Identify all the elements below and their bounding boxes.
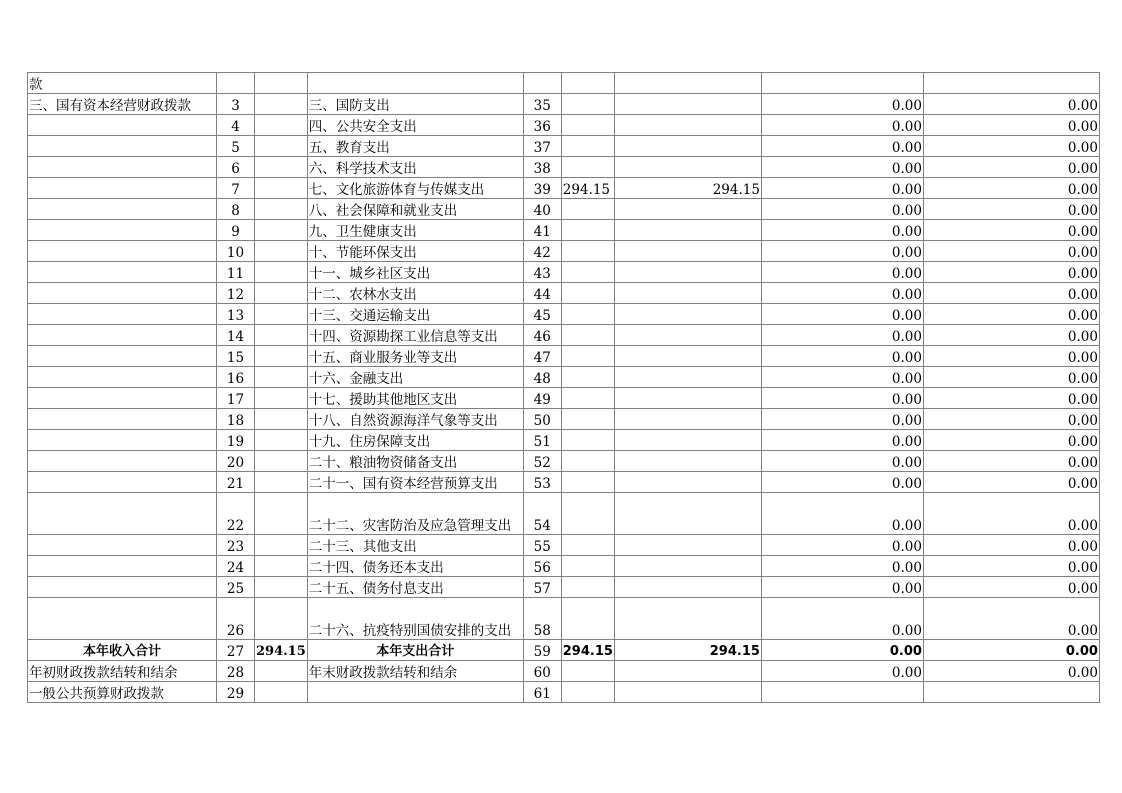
- income-amount-cell: [255, 136, 308, 157]
- income-amount-cell: [255, 283, 308, 304]
- income-amount-cell: [255, 304, 308, 325]
- general-budget-amount-cell: [614, 430, 761, 451]
- state-capital-amount-cell: 0.00: [923, 577, 1099, 598]
- state-capital-amount-cell: 0.00: [923, 661, 1099, 682]
- table-row: [28, 682, 1100, 703]
- expense-line-no-cell: 39: [523, 178, 561, 199]
- income-item-cell: [28, 556, 217, 577]
- table-row: [28, 661, 1100, 682]
- expense-line-no-cell: 49: [523, 388, 561, 409]
- income-item-cell: [28, 577, 217, 598]
- income-item-cell: [28, 451, 217, 472]
- table-row: [28, 451, 1100, 472]
- gov-fund-amount-cell: 0.00: [761, 640, 923, 661]
- state-capital-amount-cell: 0.00: [923, 409, 1099, 430]
- expense-item-cell: 二十三、其他支出: [307, 535, 523, 556]
- expense-total-cell: [561, 682, 614, 703]
- general-budget-amount-cell: [614, 304, 761, 325]
- income-line-no-cell: 24: [217, 556, 255, 577]
- income-item-cell: [28, 241, 217, 262]
- general-budget-amount-cell: [614, 157, 761, 178]
- table-row: [28, 367, 1100, 388]
- income-amount-cell: [255, 577, 308, 598]
- table-row: [28, 157, 1100, 178]
- expense-line-no-cell: 51: [523, 430, 561, 451]
- expense-item-cell: 十三、交通运输支出: [307, 304, 523, 325]
- income-item-cell: [28, 283, 217, 304]
- state-capital-amount-cell: 0.00: [923, 304, 1099, 325]
- income-item-cell: [28, 199, 217, 220]
- expense-item-cell: 二十、粮油物资储备支出: [307, 451, 523, 472]
- expense-line-no-cell: 53: [523, 472, 561, 493]
- income-amount-cell: [255, 94, 308, 115]
- state-capital-amount-cell: 0.00: [923, 472, 1099, 493]
- income-line-no-cell: 22: [217, 493, 255, 535]
- gov-fund-amount-cell: 0.00: [761, 556, 923, 577]
- income-line-no-cell: 10: [217, 241, 255, 262]
- general-budget-amount-cell: [614, 241, 761, 262]
- table-row: [28, 283, 1100, 304]
- income-item-cell: [28, 157, 217, 178]
- expense-item-cell: [307, 682, 523, 703]
- income-item-cell: [28, 472, 217, 493]
- expense-total-cell: [561, 157, 614, 178]
- general-budget-amount-cell: [614, 346, 761, 367]
- income-line-no-cell: 9: [217, 220, 255, 241]
- gov-fund-amount-cell: 0.00: [761, 451, 923, 472]
- expense-total-cell: [561, 409, 614, 430]
- income-item-cell: [28, 388, 217, 409]
- income-line-no-cell: 21: [217, 472, 255, 493]
- income-line-no-cell: 13: [217, 304, 255, 325]
- state-capital-amount-cell: 0.00: [923, 367, 1099, 388]
- table-row: [28, 94, 1100, 115]
- gov-fund-amount-cell: 0.00: [761, 220, 923, 241]
- income-item-cell: 年初财政拨款结转和结余: [28, 661, 217, 682]
- income-amount-cell: [255, 73, 308, 94]
- expense-line-no-cell: 58: [523, 598, 561, 640]
- income-line-no-cell: 12: [217, 283, 255, 304]
- income-item-cell: [28, 178, 217, 199]
- general-budget-amount-cell: [614, 325, 761, 346]
- income-amount-cell: [255, 346, 308, 367]
- general-budget-amount-cell: [614, 262, 761, 283]
- general-budget-amount-cell: [614, 367, 761, 388]
- expense-total-cell: [561, 535, 614, 556]
- general-budget-amount-cell: [614, 535, 761, 556]
- general-budget-amount-cell: [614, 661, 761, 682]
- income-amount-cell: [255, 472, 308, 493]
- income-amount-cell: [255, 367, 308, 388]
- state-capital-amount-cell: 0.00: [923, 283, 1099, 304]
- general-budget-amount-cell: [614, 556, 761, 577]
- gov-fund-amount-cell: [761, 73, 923, 94]
- general-budget-amount-cell: [614, 472, 761, 493]
- income-item-cell: [28, 346, 217, 367]
- general-budget-amount-cell: 294.15: [614, 178, 761, 199]
- expense-line-no-cell: 35: [523, 94, 561, 115]
- expense-line-no-cell: 46: [523, 325, 561, 346]
- expense-item-cell: 二十五、债务付息支出: [307, 577, 523, 598]
- income-amount-cell: [255, 178, 308, 199]
- income-item-cell: [28, 493, 217, 535]
- expense-total-cell: [561, 115, 614, 136]
- state-capital-amount-cell: 0.00: [923, 220, 1099, 241]
- income-amount-cell: [255, 262, 308, 283]
- expense-total-cell: [561, 577, 614, 598]
- income-line-no-cell: 25: [217, 577, 255, 598]
- expense-total-cell: [561, 94, 614, 115]
- income-line-no-cell: 14: [217, 325, 255, 346]
- gov-fund-amount-cell: 0.00: [761, 262, 923, 283]
- income-amount-cell: [255, 556, 308, 577]
- gov-fund-amount-cell: 0.00: [761, 367, 923, 388]
- expense-line-no-cell: 56: [523, 556, 561, 577]
- state-capital-amount-cell: 0.00: [923, 493, 1099, 535]
- table-row: [28, 199, 1100, 220]
- state-capital-amount-cell: 0.00: [923, 598, 1099, 640]
- gov-fund-amount-cell: 0.00: [761, 94, 923, 115]
- income-item-cell: [28, 262, 217, 283]
- income-amount-cell: 294.15: [255, 640, 308, 661]
- income-item-cell: 一般公共预算财政拨款: [28, 682, 217, 703]
- income-amount-cell: [255, 199, 308, 220]
- general-budget-amount-cell: [614, 388, 761, 409]
- general-budget-amount-cell: [614, 682, 761, 703]
- income-amount-cell: [255, 661, 308, 682]
- gov-fund-amount-cell: 0.00: [761, 115, 923, 136]
- expense-item-cell: 八、社会保障和就业支出: [307, 199, 523, 220]
- expense-total-cell: [561, 262, 614, 283]
- income-line-no-cell: 3: [217, 94, 255, 115]
- income-line-no-cell: 11: [217, 262, 255, 283]
- gov-fund-amount-cell: 0.00: [761, 283, 923, 304]
- table-row: [28, 241, 1100, 262]
- expense-item-cell: 七、文化旅游体育与传媒支出: [307, 178, 523, 199]
- income-item-cell: 三、国有资本经营财政拨款: [28, 94, 217, 115]
- income-line-no-cell: 7: [217, 178, 255, 199]
- general-budget-amount-cell: [614, 220, 761, 241]
- state-capital-amount-cell: 0.00: [923, 262, 1099, 283]
- state-capital-amount-cell: 0.00: [923, 640, 1099, 661]
- gov-fund-amount-cell: 0.00: [761, 178, 923, 199]
- table-row: [28, 178, 1100, 199]
- expense-item-cell: 十四、资源勘探工业信息等支出: [307, 325, 523, 346]
- state-capital-amount-cell: 0.00: [923, 535, 1099, 556]
- income-line-no-cell: 15: [217, 346, 255, 367]
- expense-total-cell: [561, 451, 614, 472]
- expense-item-cell: 二十四、债务还本支出: [307, 556, 523, 577]
- gov-fund-amount-cell: 0.00: [761, 472, 923, 493]
- gov-fund-amount-cell: 0.00: [761, 199, 923, 220]
- expense-line-no-cell: [523, 73, 561, 94]
- income-item-cell: [28, 220, 217, 241]
- expense-line-no-cell: 52: [523, 451, 561, 472]
- table-row: [28, 430, 1100, 451]
- income-amount-cell: [255, 409, 308, 430]
- expense-total-cell: [561, 73, 614, 94]
- income-line-no-cell: 16: [217, 367, 255, 388]
- state-capital-amount-cell: 0.00: [923, 94, 1099, 115]
- gov-fund-amount-cell: 0.00: [761, 577, 923, 598]
- gov-fund-amount-cell: 0.00: [761, 493, 923, 535]
- table-row: [28, 304, 1100, 325]
- expense-line-no-cell: 38: [523, 157, 561, 178]
- state-capital-amount-cell: 0.00: [923, 241, 1099, 262]
- expense-line-no-cell: 48: [523, 367, 561, 388]
- income-line-no-cell: 20: [217, 451, 255, 472]
- income-amount-cell: [255, 598, 308, 640]
- expense-line-no-cell: 43: [523, 262, 561, 283]
- state-capital-amount-cell: 0.00: [923, 556, 1099, 577]
- expense-total-cell: [561, 367, 614, 388]
- expense-item-cell: 二十六、抗疫特别国债安排的支出: [307, 598, 523, 640]
- table-row: [28, 325, 1100, 346]
- expense-item-cell: 本年支出合计: [307, 640, 523, 661]
- table-row: [28, 388, 1100, 409]
- income-item-cell: [28, 598, 217, 640]
- income-amount-cell: [255, 241, 308, 262]
- state-capital-amount-cell: [923, 682, 1099, 703]
- general-budget-amount-cell: [614, 451, 761, 472]
- gov-fund-amount-cell: 0.00: [761, 241, 923, 262]
- state-capital-amount-cell: 0.00: [923, 136, 1099, 157]
- gov-fund-amount-cell: 0.00: [761, 388, 923, 409]
- gov-fund-amount-cell: 0.00: [761, 346, 923, 367]
- income-line-no-cell: 29: [217, 682, 255, 703]
- income-amount-cell: [255, 682, 308, 703]
- table-row: [28, 640, 1100, 661]
- table-row: [28, 598, 1100, 640]
- general-budget-amount-cell: [614, 598, 761, 640]
- table-row: [28, 73, 1100, 94]
- table-row: [28, 346, 1100, 367]
- state-capital-amount-cell: 0.00: [923, 451, 1099, 472]
- expense-total-cell: 294.15: [561, 640, 614, 661]
- state-capital-amount-cell: 0.00: [923, 388, 1099, 409]
- income-line-no-cell: 8: [217, 199, 255, 220]
- state-capital-amount-cell: 0.00: [923, 115, 1099, 136]
- general-budget-amount-cell: [614, 115, 761, 136]
- expense-item-cell: 五、教育支出: [307, 136, 523, 157]
- gov-fund-amount-cell: 0.00: [761, 325, 923, 346]
- expense-item-cell: 六、科学技术支出: [307, 157, 523, 178]
- state-capital-amount-cell: 0.00: [923, 430, 1099, 451]
- budget-table: [27, 72, 1100, 703]
- expense-item-cell: 十八、自然资源海洋气象等支出: [307, 409, 523, 430]
- income-amount-cell: [255, 388, 308, 409]
- expense-total-cell: [561, 346, 614, 367]
- gov-fund-amount-cell: 0.00: [761, 598, 923, 640]
- expense-total-cell: [561, 388, 614, 409]
- expense-line-no-cell: 41: [523, 220, 561, 241]
- expense-total-cell: 294.15: [561, 178, 614, 199]
- expense-total-cell: [561, 556, 614, 577]
- general-budget-amount-cell: [614, 136, 761, 157]
- income-item-cell: [28, 535, 217, 556]
- expense-line-no-cell: 54: [523, 493, 561, 535]
- general-budget-amount-cell: [614, 73, 761, 94]
- expense-item-cell: 年末财政拨款结转和结余: [307, 661, 523, 682]
- state-capital-amount-cell: 0.00: [923, 325, 1099, 346]
- income-item-cell: [28, 304, 217, 325]
- state-capital-amount-cell: 0.00: [923, 199, 1099, 220]
- state-capital-amount-cell: [923, 73, 1099, 94]
- general-budget-amount-cell: [614, 94, 761, 115]
- income-item-cell: [28, 409, 217, 430]
- income-amount-cell: [255, 430, 308, 451]
- income-line-no-cell: [217, 73, 255, 94]
- table-row: [28, 577, 1100, 598]
- income-line-no-cell: 6: [217, 157, 255, 178]
- table-row: [28, 535, 1100, 556]
- expense-item-cell: 二十二、灾害防治及应急管理支出: [307, 493, 523, 535]
- expense-line-no-cell: 36: [523, 115, 561, 136]
- table-row: [28, 220, 1100, 241]
- expense-line-no-cell: 45: [523, 304, 561, 325]
- expense-line-no-cell: 37: [523, 136, 561, 157]
- expense-item-cell: 四、公共安全支出: [307, 115, 523, 136]
- state-capital-amount-cell: 0.00: [923, 178, 1099, 199]
- expense-item-cell: 十六、金融支出: [307, 367, 523, 388]
- expense-line-no-cell: 60: [523, 661, 561, 682]
- expense-item-cell: 九、卫生健康支出: [307, 220, 523, 241]
- expense-item-cell: 十七、援助其他地区支出: [307, 388, 523, 409]
- income-item-cell: 本年收入合计: [28, 640, 217, 661]
- table-row: [28, 136, 1100, 157]
- expense-line-no-cell: 61: [523, 682, 561, 703]
- general-budget-amount-cell: [614, 283, 761, 304]
- income-item-cell: [28, 367, 217, 388]
- expense-total-cell: [561, 661, 614, 682]
- general-budget-amount-cell: 294.15: [614, 640, 761, 661]
- expense-item-cell: 十、节能环保支出: [307, 241, 523, 262]
- gov-fund-amount-cell: 0.00: [761, 430, 923, 451]
- expense-total-cell: [561, 283, 614, 304]
- state-capital-amount-cell: 0.00: [923, 346, 1099, 367]
- income-line-no-cell: 28: [217, 661, 255, 682]
- income-amount-cell: [255, 325, 308, 346]
- expense-line-no-cell: 55: [523, 535, 561, 556]
- income-item-cell: [28, 115, 217, 136]
- general-budget-amount-cell: [614, 199, 761, 220]
- expense-line-no-cell: 57: [523, 577, 561, 598]
- income-item-cell: 款: [28, 73, 217, 94]
- income-line-no-cell: 23: [217, 535, 255, 556]
- expense-total-cell: [561, 493, 614, 535]
- expense-total-cell: [561, 472, 614, 493]
- expense-line-no-cell: 42: [523, 241, 561, 262]
- income-item-cell: [28, 136, 217, 157]
- income-amount-cell: [255, 493, 308, 535]
- gov-fund-amount-cell: [761, 682, 923, 703]
- expense-total-cell: [561, 199, 614, 220]
- table-row: [28, 262, 1100, 283]
- income-item-cell: [28, 325, 217, 346]
- income-line-no-cell: 4: [217, 115, 255, 136]
- gov-fund-amount-cell: 0.00: [761, 661, 923, 682]
- expense-item-cell: [307, 73, 523, 94]
- table-row: [28, 493, 1100, 535]
- income-amount-cell: [255, 220, 308, 241]
- general-budget-amount-cell: [614, 409, 761, 430]
- gov-fund-amount-cell: 0.00: [761, 304, 923, 325]
- expense-total-cell: [561, 430, 614, 451]
- expense-total-cell: [561, 136, 614, 157]
- general-budget-amount-cell: [614, 577, 761, 598]
- table-row: [28, 472, 1100, 493]
- expense-total-cell: [561, 304, 614, 325]
- table-row: [28, 409, 1100, 430]
- expense-total-cell: [561, 220, 614, 241]
- expense-item-cell: 二十一、国有资本经营预算支出: [307, 472, 523, 493]
- general-budget-amount-cell: [614, 493, 761, 535]
- expense-item-cell: 十二、农林水支出: [307, 283, 523, 304]
- table-row: [28, 556, 1100, 577]
- income-line-no-cell: 18: [217, 409, 255, 430]
- expense-total-cell: [561, 325, 614, 346]
- income-line-no-cell: 5: [217, 136, 255, 157]
- gov-fund-amount-cell: 0.00: [761, 409, 923, 430]
- expense-item-cell: 十五、商业服务业等支出: [307, 346, 523, 367]
- expense-total-cell: [561, 598, 614, 640]
- gov-fund-amount-cell: 0.00: [761, 157, 923, 178]
- income-item-cell: [28, 430, 217, 451]
- income-amount-cell: [255, 451, 308, 472]
- expense-line-no-cell: 50: [523, 409, 561, 430]
- income-line-no-cell: 17: [217, 388, 255, 409]
- gov-fund-amount-cell: 0.00: [761, 136, 923, 157]
- expense-line-no-cell: 59: [523, 640, 561, 661]
- income-amount-cell: [255, 535, 308, 556]
- expense-item-cell: 三、国防支出: [307, 94, 523, 115]
- gov-fund-amount-cell: 0.00: [761, 535, 923, 556]
- income-amount-cell: [255, 157, 308, 178]
- income-line-no-cell: 27: [217, 640, 255, 661]
- expense-line-no-cell: 47: [523, 346, 561, 367]
- state-capital-amount-cell: 0.00: [923, 157, 1099, 178]
- expense-item-cell: 十一、城乡社区支出: [307, 262, 523, 283]
- expense-line-no-cell: 44: [523, 283, 561, 304]
- expense-line-no-cell: 40: [523, 199, 561, 220]
- income-line-no-cell: 26: [217, 598, 255, 640]
- income-amount-cell: [255, 115, 308, 136]
- income-line-no-cell: 19: [217, 430, 255, 451]
- table-row: [28, 115, 1100, 136]
- expense-item-cell: 十九、住房保障支出: [307, 430, 523, 451]
- expense-total-cell: [561, 241, 614, 262]
